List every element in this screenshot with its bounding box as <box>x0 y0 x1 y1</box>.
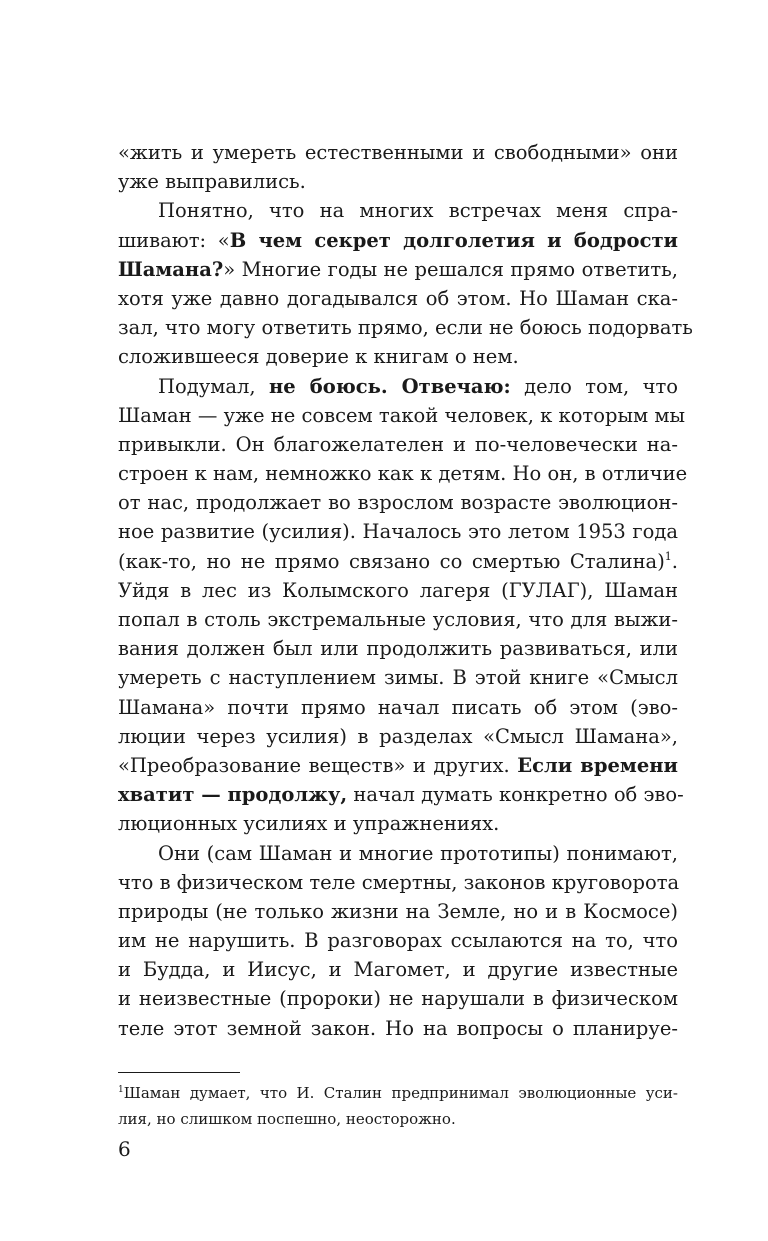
text-line: природы (не только жизни на Земле, но и в Космосе) <box>118 899 678 923</box>
text-line: Уйдя в лес из Колымского лагеря (ГУЛАГ), Шаман <box>118 578 678 602</box>
text-line <box>118 372 678 401</box>
text-run: » Многие годы не решался прямо ответить, <box>223 257 678 281</box>
footnote-divider <box>118 1072 240 1073</box>
text-line: уже выправились. <box>118 170 306 194</box>
text-line: Шамана» почти прямо начал писать об этом (эво- <box>118 695 678 719</box>
footnote-reference[interactable]: 1 <box>664 549 672 563</box>
text-line: от нас, продолжает во взрослом возрасте эволюцион- <box>118 491 678 515</box>
text-run: . <box>671 549 678 573</box>
text-line: люционных усилиях и упражнениях. <box>118 812 500 836</box>
footnote <box>118 1080 678 1132</box>
footnote-text: Шаман думает, что И. Сталин предпринимал эволюционные уси- <box>123 1084 678 1102</box>
text-line <box>118 226 678 255</box>
text-line: теле этот земной закон. Но на вопросы о планируе- <box>118 1016 678 1040</box>
footnote-marker: 1 <box>118 1085 124 1095</box>
text-line: и Будда, и Иисус, и Магомет, и другие известные <box>118 958 678 982</box>
text-line: сложившееся доверие к книгам о нем. <box>118 345 519 369</box>
text-line: что в физическом теле смертны, законов круговорота <box>118 870 680 894</box>
text-line: попал в столь экстремальные условия, что для выжи- <box>118 608 678 631</box>
text-line: Шаман — уже не совсем такой человек, к которым мы <box>118 403 686 427</box>
bold-answer: не боюсь. Отвечаю: <box>269 374 511 398</box>
bold-phrase: хватит — продолжу, <box>118 783 348 807</box>
text-line <box>118 255 678 284</box>
text-line <box>118 547 678 576</box>
main-text <box>118 138 693 1043</box>
footnote-line <box>118 1080 678 1106</box>
text-line <box>118 751 678 780</box>
text-line: Понятно, что на многих встречах меня спра- <box>158 199 678 223</box>
text-line: хотя уже давно догадывался об этом. Но Шаман ска- <box>118 286 678 310</box>
text-line: и неизвестные (пророки) не нарушали в физическом <box>118 987 678 1011</box>
text-line: люции через усилия) в разделах «Смысл Шамана», <box>118 724 678 748</box>
text-run: дело том, что <box>510 374 678 398</box>
text-line: привыкли. Он благожелателен и по-человечески на- <box>118 432 678 456</box>
text-line: вания должен был или продолжить развиваться, или <box>118 637 678 661</box>
text-run: «Преобразование веществ» и других. <box>118 753 518 777</box>
text-run: (как-то, но не прямо связано со смертью Сталина) <box>118 549 665 573</box>
text-line: умереть с наступлением зимы. В этой книге «Смысл <box>118 666 678 690</box>
text-run: Подумал, <box>158 374 270 398</box>
text-line: ное развитие (усилия). Началось это летом 1953 года <box>118 520 678 544</box>
text-line: им не нарушить. В разговорах ссылаются на то, что <box>118 929 678 953</box>
text-line: зал, что могу ответить прямо, если не боюсь подорвать <box>118 316 693 340</box>
text-line: «жить и умереть естественными и свободными» они <box>118 141 678 164</box>
text-line: строен к нам, немножко как к детям. Но он, в отличие <box>118 462 688 486</box>
text-run: начал думать конкретно об эво- <box>347 783 684 807</box>
page-number: 6 <box>118 1137 131 1161</box>
text-run: шивают: « <box>118 228 230 252</box>
text-line <box>118 780 684 809</box>
bold-question: Шамана? <box>118 257 224 281</box>
bold-question: В чем секрет долголетия и бодрости <box>229 228 678 252</box>
footnote-line: лия, но слишком поспешно, неосторожно. <box>118 1110 456 1128</box>
text-line: Они (сам Шаман и многие прототипы) понимают, <box>158 841 678 865</box>
bold-phrase: Если времени <box>517 753 678 777</box>
